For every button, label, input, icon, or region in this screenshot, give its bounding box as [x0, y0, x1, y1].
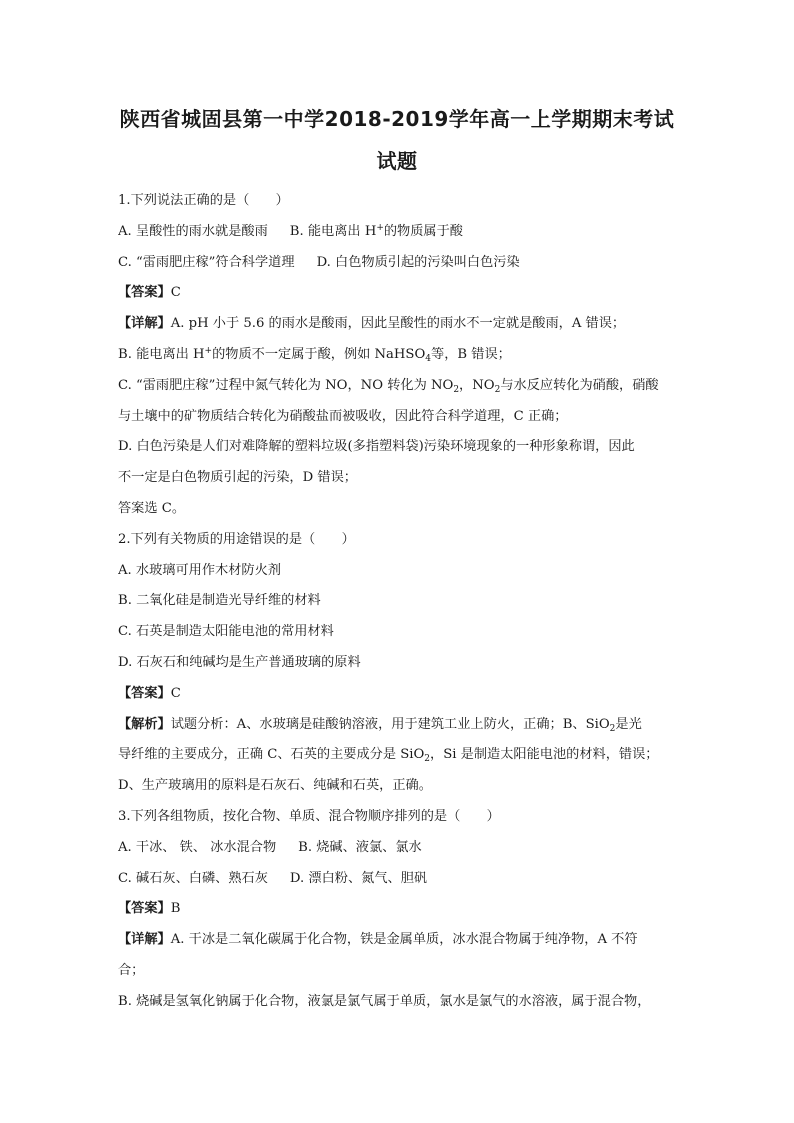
analysis-text: 试题分析：A、水玻璃是硅酸钠溶液，用于建筑工业上防火，正确；B、SiO: [170, 716, 610, 732]
option-c: C. “雷雨肥庄稼”符合科学道理: [118, 254, 295, 270]
option-a: A. 水玻璃可用作木材防火剂: [118, 562, 281, 578]
analysis-text: 导纤维的主要成分，正确 C、石英的主要成分是 SiO: [118, 747, 425, 763]
question-3-options-ab: [118, 833, 678, 864]
subscript: 2: [494, 384, 501, 395]
question-3-stem: 3.下列各组物质，按化合物、单质、混合物顺序排列的是（ ）: [118, 808, 500, 824]
explanation-text: 的物质不一定属于酸，例如 NaHSO: [212, 346, 426, 362]
option-b: B. 二氧化硅是制造光导纤维的材料: [118, 593, 321, 609]
analysis-label: 【解析】: [118, 716, 171, 732]
answer-label: 【答案】: [118, 285, 171, 301]
question-3-answer: [118, 894, 678, 925]
detail-label: 【详解】: [118, 316, 171, 332]
question-1-stem: 1.下列说法正确的是（ ）: [118, 193, 289, 208]
question-1-explanation-b: [118, 340, 678, 371]
question-2-answer: [118, 679, 678, 710]
detail-label: 【详解】: [118, 932, 171, 948]
option-c: C. 石英是制造太阳能电池的常用材料: [118, 624, 334, 640]
option-a: A. 干冰、 铁、 冰水混合物: [118, 839, 277, 855]
explanation-text: C. “雷雨肥庄稼”过程中氮气转化为 NO，NO 转化为 NO: [118, 377, 454, 393]
question-2-stem: 2.下列有关物质的用途错误的是（ ）: [118, 531, 355, 547]
document-body: [118, 186, 678, 1018]
question-1-explanation-c: [118, 371, 678, 402]
answer-label: 【答案】: [118, 685, 171, 701]
analysis-text: 是光: [615, 716, 642, 732]
page-title-continued: 试题: [376, 149, 418, 173]
question-1-explanation-d-cont: 不一定是白色物质引起的污染，D 错误；: [118, 470, 357, 486]
option-b: [290, 217, 463, 248]
option-a: A. 呈酸性的雨水就是酸雨: [118, 223, 268, 239]
question-2-analysis-end: D、生产玻璃用的原料是石灰石、纯碱和石英，正确。: [118, 778, 432, 794]
question-3-explanation-b: B. 烧碱是氢氧化钠属于化合物，液氯是氯气属于单质，氯水是氯气的水溶液，属于混合物，: [118, 993, 651, 1009]
question-1-options-ab: [118, 217, 678, 248]
question-1-explanation-d: D. 白色污染是人们对难降解的塑料垃圾(多指塑料袋)污染环境现象的一种形象称谓，因此: [118, 439, 635, 455]
subscript: 2: [609, 723, 616, 734]
explanation-text: A. pH 小于 5.6 的雨水是酸雨，因此呈酸性的雨水不一定就是酸雨，A 错误；: [170, 316, 626, 332]
question-3-explanation-a: [118, 925, 678, 956]
option-b: B. 烧碱、液氯、氯水: [298, 839, 422, 855]
question-2-analysis-cont: [118, 740, 678, 771]
option-d: D. 漂白粉、氮气、胆矾: [289, 870, 428, 886]
answer-label: 【答案】: [118, 901, 171, 917]
answer-value: B: [170, 901, 181, 917]
option-d: D. 石灰石和纯碱均是生产普通玻璃的原料: [118, 654, 361, 670]
superscript: +: [204, 345, 213, 356]
subscript: 2: [453, 384, 460, 395]
explanation-text: ，NO: [459, 377, 495, 393]
question-1-options-cd: [118, 248, 678, 279]
page-title: 陕西省城固县第一中学2018-2019学年高一上学期期末考试: [119, 107, 675, 131]
option-d: D. 白色物质引起的污染叫白色污染: [316, 254, 520, 270]
question-3-explanation-a-cont: 合；: [118, 962, 145, 978]
question-2-analysis: [118, 710, 678, 741]
question-3-options-cd: [118, 864, 678, 895]
explanation-text: B. 能电离出 H: [118, 346, 205, 362]
question-1-answer: [118, 278, 678, 309]
explanation-text: A. 干冰是二氧化碳属于化合物，铁是金属单质，冰水混合物属于纯净物，A 不符: [170, 932, 638, 948]
question-1-conclusion: 答案选 C。: [118, 500, 186, 516]
subscript: 2: [424, 754, 431, 765]
subscript: 4: [425, 353, 432, 364]
superscript: +: [376, 222, 384, 233]
option-b-text: B. 能电离出 H: [289, 223, 377, 239]
explanation-text: 等，B 错误；: [431, 346, 511, 362]
question-1-explanation-c-cont: 与土壤中的矿物质结合转化为硝酸盐而被吸收，因此符合科学道理，C 正确；: [118, 408, 568, 424]
question-1-explanation-a: [118, 309, 678, 340]
option-c: C. 碱石灰、白磷、熟石灰: [118, 870, 268, 886]
analysis-text: ，Si 是制造太阳能电池的材料，错误；: [430, 747, 659, 763]
answer-value: C: [170, 285, 181, 301]
answer-value: C: [170, 685, 181, 701]
explanation-text: 与水反应转化为硝酸，硝酸: [500, 377, 659, 393]
option-b-text-end: 的物质属于酸: [383, 223, 463, 239]
